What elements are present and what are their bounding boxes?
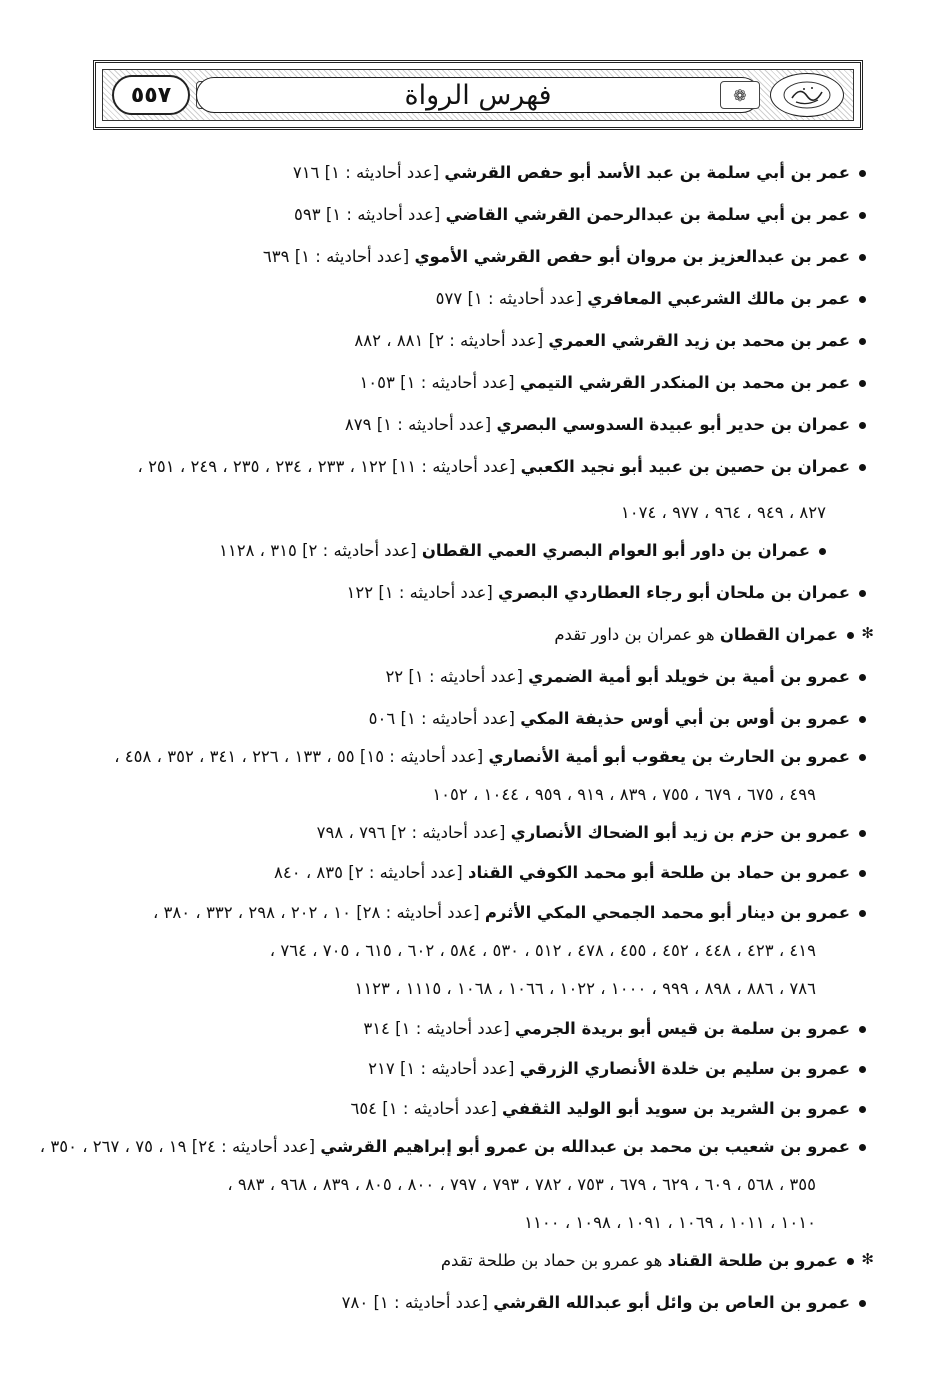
list-item	[354, 330, 866, 352]
list-item	[293, 162, 866, 184]
bullet-icon	[859, 830, 866, 837]
page-header	[93, 60, 863, 130]
page-title: فهرس الرواة	[404, 79, 552, 111]
cross-reference-note: هو عمران بن داور تقدم	[554, 625, 715, 644]
bullet-icon	[859, 754, 866, 761]
narrator-name: عمرو بن أوس بن أبي أوس حذيفة المكي	[520, 709, 850, 728]
hadith-count: [عدد أحاديثه : ١]	[382, 1099, 497, 1118]
hadith-count: [عدد أحاديثه : ١]	[294, 247, 410, 266]
hadith-numbers: ١٩ ، ٧٥ ، ٢٦٧ ، ٣٥٠ ،	[39, 1137, 187, 1156]
narrator-name: عمرو بن دينار أبو محمد الجمحي المكي الأثرم	[484, 903, 850, 922]
narrator-name: عمران بن ملحان أبو رجاء العطاردي البصري	[498, 583, 850, 602]
list-item	[40, 1136, 866, 1158]
hadith-numbers: ٣١٥ ، ١١٢٨	[218, 541, 297, 560]
bullet-icon	[859, 716, 866, 723]
bullet-icon	[847, 1258, 854, 1265]
list-item	[114, 746, 866, 768]
cross-reference-note: هو عمرو بن حماد بن طلحة تقدم	[440, 1251, 663, 1270]
hadith-count: [عدد أحاديثه : ١]	[400, 709, 515, 728]
narrator-name: عمرو بن الحارث بن يعقوب أبو أمية الأنصاري	[488, 747, 850, 766]
bullet-icon	[859, 1026, 866, 1033]
bullet-icon	[859, 338, 866, 345]
list-item	[441, 1250, 854, 1272]
hadith-count: [عدد أحاديثه : ٢]	[302, 541, 417, 560]
bullet-icon	[859, 1144, 866, 1151]
hadith-count: [عدد أحاديثه : ١]	[376, 415, 492, 434]
hadith-numbers: ٦٣٩	[262, 247, 290, 266]
bullet-icon	[859, 464, 866, 471]
narrator-name: عمران بن حصين بن عبيد أبو نجيد الكعبي	[520, 457, 850, 476]
floral-ornament-icon: ❁	[720, 81, 760, 109]
narrator-name: عمرو بن شعيب بن محمد بن عبدالله بن عمرو أبو إبراهيم القرشي	[320, 1137, 850, 1156]
bullet-icon	[859, 1106, 866, 1113]
narrator-name: عمران بن داور أبو العوام البصري العمي القطان	[421, 541, 810, 560]
narrator-name: عمرو بن سليم بن خلدة الأنصاري الزرقي	[519, 1059, 850, 1078]
title-cartouche	[196, 77, 760, 113]
hadith-numbers: ٧١٦	[292, 163, 320, 182]
hadith-numbers-continued: ٤٩٩ ، ٦٧٥ ، ٦٧٩ ، ٧٥٥ ، ٨٣٩ ، ٩١٩ ، ٩٥٩ ، ١٠٤٤ ، ١٠٥٢	[432, 785, 816, 804]
narrator-name: عمران القطان	[719, 625, 838, 644]
list-item	[294, 204, 866, 226]
hadith-numbers: ٥٧٧	[435, 289, 463, 308]
hadith-numbers: ٣١٤	[363, 1019, 390, 1038]
list-item	[137, 456, 866, 478]
hadith-numbers: ١٠٥٣	[359, 373, 395, 392]
list-item	[345, 414, 866, 436]
hadith-count: [عدد أحاديثه : ١]	[324, 163, 440, 182]
page-number-cartouche	[112, 75, 190, 115]
narrator-name: عمرو بن حزم بن زيد أبو الضحاك الأنصاري	[510, 823, 850, 842]
list-item	[368, 1058, 866, 1080]
hadith-numbers-continued: ١٠١٠ ، ١٠١١ ، ١٠٦٩ ، ١٠٩١ ، ١٠٩٨ ، ١١٠٠	[524, 1213, 816, 1232]
hadith-count: [عدد أحاديثه : ٢٤]	[191, 1137, 316, 1156]
narrator-name: عمر بن مالك الشرعبي المعافري	[587, 289, 850, 308]
hadith-count: [عدد أحاديثه : ١]	[325, 205, 441, 224]
hadith-count: [عدد أحاديثه : ٢]	[428, 331, 544, 350]
bullet-icon	[859, 296, 866, 303]
narrator-name: عمر بن محمد بن زيد القرشي العمري	[548, 331, 850, 350]
calligraphy-logo-icon	[782, 80, 832, 110]
hadith-count: [عدد أحاديثه : ٢]	[348, 863, 463, 882]
narrator-name: عمر بن محمد بن المنكدر القرشي التيمي	[519, 373, 850, 392]
hadith-numbers: ٥٩٣	[294, 205, 321, 224]
hadith-count: [عدد أحاديثه : ٢٨]	[356, 903, 480, 922]
list-item	[274, 862, 866, 884]
hadith-count: [عدد أحاديثه : ١١]	[392, 457, 516, 476]
hadith-count: [عدد أحاديثه : ١]	[400, 373, 515, 392]
hadith-count: [عدد أحاديثه : ١]	[467, 289, 582, 308]
hadith-numbers: ٨٨١ ، ٨٨٢	[354, 331, 424, 350]
narrator-name: عمران بن حدير أبو عبيدة السدوسي البصري	[496, 415, 850, 434]
hadith-numbers: ٢٢	[385, 667, 404, 686]
hadith-count: [عدد أحاديثه : ١]	[378, 583, 493, 602]
bullet-icon	[859, 910, 866, 917]
hadith-numbers: ١٢٢ ، ٢٣٣ ، ٢٣٤ ، ٢٣٥ ، ٢٤٩ ، ٢٥١ ،	[137, 457, 387, 476]
hadith-numbers: ١٠ ، ٢٠٢ ، ٢٩٨ ، ٣٣٢ ، ٣٨٠ ،	[152, 903, 351, 922]
hadith-numbers-continued: ٨٢٧ ، ٩٤٩ ، ٩٦٤ ، ٩٧٧ ، ١٠٧٤	[620, 503, 826, 522]
bullet-icon	[859, 170, 866, 177]
hadith-count: [عدد أحاديثه : ١]	[395, 1019, 510, 1038]
narrators-index-list	[39, 140, 874, 1340]
hadith-numbers-continued: ٧٨٦ ، ٨٨٦ ، ٨٩٨ ، ٩٩٩ ، ١٠٠٠ ، ١٠٢٢ ، ١٠٦٦ ، ١٠٦٨ ، ١١١٥ ، ١١٢٣	[354, 979, 816, 998]
narrator-name: عمر بن أبي سلمة بن عبدالرحمن القرشي القاضي	[445, 205, 850, 224]
hadith-count: [عدد أحاديثه : ١]	[408, 667, 523, 686]
narrator-name: عمرو بن حماد بن طلحة أبو محمد الكوفي القناد	[468, 863, 850, 882]
bullet-icon	[859, 212, 866, 219]
page-number: ٥٥٧	[130, 82, 172, 108]
list-item	[317, 822, 866, 844]
hadith-numbers: ٧٨٠	[341, 1293, 369, 1312]
hadith-numbers-continued: ٤١٩ ، ٤٢٣ ، ٤٤٨ ، ٤٥٢ ، ٤٥٥ ، ٤٧٨ ، ٥١٢ ، ٥٣٠ ، ٥٨٤ ، ٦٠٢ ، ٦١٥ ، ٧٠٥ ، ٧٦٤ ،	[269, 941, 816, 960]
list-item	[350, 1098, 866, 1120]
list-item	[263, 246, 866, 268]
list-item	[363, 1018, 866, 1040]
hadith-count: [عدد أحاديثه : ١٥]	[359, 747, 484, 766]
hadith-count: [عدد أحاديثه : ١]	[373, 1293, 488, 1312]
bullet-icon	[859, 1066, 866, 1073]
hadith-numbers: ٢١٧	[368, 1059, 395, 1078]
bullet-icon	[859, 674, 866, 681]
book-logo-icon	[770, 73, 844, 117]
narrator-name: عمرو بن سلمة بن قيس أبو بريدة الجرمي	[514, 1019, 850, 1038]
list-item	[346, 582, 866, 604]
list-item	[219, 540, 826, 562]
list-item	[554, 624, 854, 646]
list-item	[369, 708, 866, 730]
narrator-name: عمر بن أبي سلمة بن عبد الأسد أبو حفص القرشي	[444, 163, 850, 182]
list-item	[436, 288, 866, 310]
bullet-icon	[859, 870, 866, 877]
hadith-numbers: ٥٥ ، ١٣٣ ، ٢٢٦ ، ٣٤١ ، ٣٥٢ ، ٤٥٨ ،	[114, 747, 355, 766]
hadith-numbers-continued: ٣٥٥ ، ٥٦٨ ، ٦٠٩ ، ٦٢٩ ، ٦٧٩ ، ٧٥٣ ، ٧٨٢ ، ٧٩٣ ، ٧٩٧ ، ٨٠٠ ، ٨٠٥ ، ٨٣٩ ، ٩٦٨ ، ٩٨٣ ،	[227, 1175, 816, 1194]
bullet-icon	[859, 380, 866, 387]
narrator-name: عمرو بن طلحة القناد	[667, 1251, 838, 1270]
hadith-count: [عدد أحاديثه : ٢]	[390, 823, 506, 842]
hadith-numbers: ٨٣٥ ، ٨٤٠	[274, 863, 344, 882]
bullet-icon	[859, 254, 866, 261]
hadith-count: [عدد أحاديثه : ١]	[399, 1059, 515, 1078]
narrator-name: عمرو بن العاص بن وائل أبو عبدالله القرشي	[493, 1293, 850, 1312]
bullet-icon	[819, 548, 826, 555]
list-item	[153, 902, 866, 924]
list-item	[359, 372, 866, 394]
hadith-numbers: ١٢٢	[346, 583, 374, 602]
narrator-name: عمرو بن الشريد بن سويد أبو الوليد الثقفي	[502, 1099, 850, 1118]
hadith-numbers: ٨٧٩	[344, 415, 372, 434]
bullet-icon	[847, 632, 854, 639]
hadith-numbers: ٥٠٦	[368, 709, 396, 728]
cross-reference-star-icon: ✻	[861, 624, 874, 642]
bullet-icon	[859, 422, 866, 429]
narrator-name: عمر بن عبدالعزيز بن مروان أبو حفص القرشي الأموي	[414, 247, 850, 266]
list-item	[342, 1292, 866, 1314]
list-item	[385, 666, 866, 688]
bullet-icon	[859, 1300, 866, 1307]
hadith-numbers: ٧٩٦ ، ٧٩٨	[316, 823, 386, 842]
hadith-numbers: ٦٥٤	[350, 1099, 378, 1118]
cross-reference-star-icon: ✻	[861, 1250, 874, 1268]
bullet-icon	[859, 590, 866, 597]
narrator-name: عمرو بن أمية بن خويلد أبو أمية الضمري	[528, 667, 850, 686]
